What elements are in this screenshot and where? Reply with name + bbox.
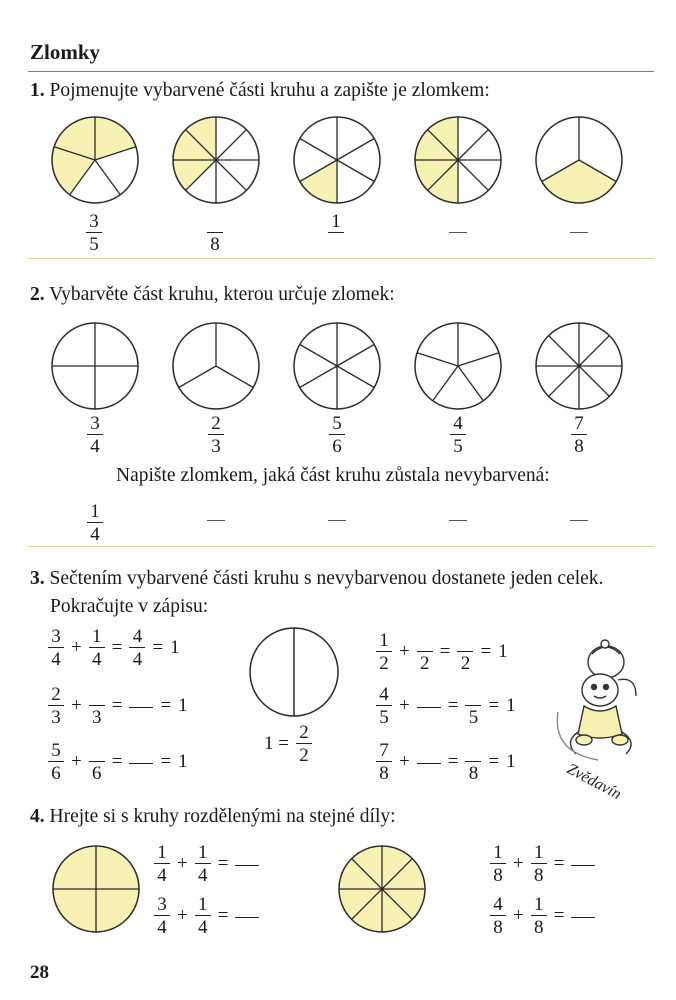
- task2-circle-5: [536, 323, 622, 409]
- mascot-label: Zvědavín: [564, 760, 624, 804]
- equals-sign: =: [152, 637, 164, 658]
- numerator: [207, 212, 223, 231]
- task4-instruction: [30, 806, 396, 828]
- denominator: 8: [210, 234, 220, 255]
- task2-fraction-4: [450, 414, 466, 456]
- numerator: 2: [211, 413, 221, 434]
- task3-number: 3.: [30, 568, 45, 589]
- equals-sign: =: [160, 695, 172, 716]
- fraction-bar: [154, 915, 170, 916]
- denominator: 5: [89, 234, 99, 255]
- numerator: 7: [574, 413, 584, 434]
- task4-eq-2: [154, 894, 259, 938]
- numerator: 5: [51, 740, 61, 761]
- title-rule: [28, 71, 654, 72]
- task2-blank-3: [328, 520, 346, 521]
- fraction-bar: [490, 915, 506, 916]
- equals-sign: =: [111, 637, 123, 658]
- plus-sign: +: [71, 695, 82, 716]
- fraction-bar: [207, 232, 223, 233]
- denominator: 5: [379, 707, 389, 728]
- task2-answer-1: [87, 502, 103, 544]
- second-fraction: [195, 895, 211, 937]
- numerator: 4: [379, 684, 389, 705]
- denominator: 4: [197, 865, 208, 886]
- plus-sign: +: [71, 751, 82, 772]
- fraction-bar: [490, 863, 506, 864]
- denominator: 8: [493, 865, 503, 886]
- fraction-bar: [154, 863, 170, 864]
- task2-instruction: [30, 284, 395, 306]
- task4-eq-1: [154, 842, 259, 886]
- answer-blank: [571, 865, 595, 866]
- task2-blank-4: [449, 520, 467, 521]
- task4-circle-quarters: [53, 846, 139, 932]
- fraction-bar: [376, 761, 392, 762]
- task1-fraction-2: [207, 212, 223, 254]
- numerator: 1: [533, 894, 544, 915]
- task2-number: 2.: [30, 284, 45, 305]
- one-whole: 1: [498, 641, 508, 662]
- first-fraction: [490, 843, 506, 885]
- equals-sign: =: [111, 751, 123, 772]
- denominator: 4: [157, 917, 167, 938]
- task1-fraction-1: [86, 212, 102, 254]
- numerator: 1: [533, 842, 544, 863]
- task4-eq-3: [490, 842, 595, 886]
- numerator: 2: [51, 684, 61, 705]
- one-whole: 1: [178, 751, 188, 772]
- fraction-bar: [89, 761, 105, 762]
- fraction-bar: [208, 434, 224, 435]
- one-whole: 1: [170, 637, 180, 658]
- plus-sign: +: [177, 905, 188, 926]
- task3-instruction: [30, 568, 603, 590]
- numerator: 4: [132, 626, 143, 647]
- denominator: 4: [132, 649, 143, 670]
- second-fraction: [531, 895, 547, 937]
- numerator: 7: [379, 740, 389, 761]
- task1-blank-4: [449, 232, 467, 233]
- denominator: 4: [90, 524, 100, 545]
- second-fraction: [531, 843, 547, 885]
- numerator: 3: [51, 626, 61, 647]
- task1-circle-2: [173, 117, 259, 203]
- denominator: 8: [493, 917, 503, 938]
- task3-whole-equation: [264, 722, 312, 766]
- plus-sign: +: [177, 853, 188, 874]
- fraction-bar: [450, 434, 466, 435]
- task2-circle-1: [52, 323, 138, 409]
- fraction-bar: [571, 434, 587, 435]
- equals-sign: =: [488, 751, 500, 772]
- whole-fraction: $\frac{2}{2}$: [296, 723, 312, 765]
- equals-sign: =: [111, 695, 123, 716]
- task1-instruction: [30, 80, 490, 102]
- denominator: 3: [51, 707, 61, 728]
- equals-sign: =: [439, 641, 451, 662]
- numerator: 5: [332, 413, 342, 434]
- fraction-bar: [329, 434, 345, 435]
- second-fraction-blank: [417, 763, 441, 764]
- denominator: 8: [533, 865, 544, 886]
- numerator: 1: [90, 501, 100, 522]
- task4-number: 4.: [30, 806, 45, 827]
- task4-circle-eighths: [339, 846, 425, 932]
- task2-text: Vybarvěte část kruhu, kterou určuje zlomek:: [49, 284, 395, 305]
- equals-sign: =: [480, 641, 492, 662]
- denominator: [328, 235, 344, 254]
- plus-sign: +: [513, 853, 524, 874]
- one-whole: 1: [178, 695, 188, 716]
- page-title: Zlomky: [30, 40, 101, 64]
- fraction-bar: [195, 915, 211, 916]
- equals-sign: =: [553, 905, 565, 926]
- task1-text: Pojmenujte vybarvené části kruhu a zapište je zlomkem:: [49, 80, 490, 101]
- fraction-bar: [48, 761, 64, 762]
- separator-2: [28, 546, 654, 547]
- fraction-bar: [531, 863, 547, 864]
- task1-fraction-3: [328, 212, 344, 254]
- denominator: 8: [533, 917, 544, 938]
- task2-circle-3: [294, 323, 380, 409]
- denominator: 6: [91, 763, 102, 784]
- denominator: 6: [332, 436, 342, 457]
- task2-subtext: Napište zlomkem, jaká část kruhu zůstala nevybarvená:: [116, 465, 550, 486]
- task3-text-1: Sečtením vybarvené části kruhu s nevybarvenou dostanete jeden celek.: [49, 568, 604, 589]
- task2-blank-5: [570, 520, 588, 521]
- task1-circles: [0, 100, 676, 300]
- numerator: 1: [331, 211, 341, 232]
- numerator: 4: [493, 894, 503, 915]
- answer-blank: [235, 865, 259, 866]
- equals-sign: =: [217, 853, 229, 874]
- plus-sign: +: [513, 905, 524, 926]
- denominator: 4: [91, 649, 102, 670]
- page-number: 28: [30, 962, 49, 983]
- one-whole: 1: [506, 751, 516, 772]
- denominator: 4: [197, 917, 208, 938]
- fraction-bar: [328, 232, 344, 233]
- numerator: 1: [197, 894, 208, 915]
- numerator: 3: [157, 894, 167, 915]
- task2-fraction-2: [208, 414, 224, 456]
- task2-fraction-5: [571, 414, 587, 456]
- task4-text: Hrejte si s kruhy rozdělenými na stejné díly:: [49, 806, 396, 827]
- numerator: 4: [453, 413, 463, 434]
- plus-sign: +: [399, 641, 410, 662]
- first-fraction: [490, 895, 506, 937]
- fraction-bar: [87, 522, 103, 523]
- denominator: 3: [91, 707, 102, 728]
- numerator: 3: [90, 413, 100, 434]
- task1-circle-3: [294, 117, 380, 203]
- denominator: 5: [453, 436, 463, 457]
- separator-1: [28, 258, 654, 259]
- first-fraction: [154, 843, 170, 885]
- denominator: 4: [157, 865, 167, 886]
- numerator: 1: [379, 630, 389, 651]
- fraction-bar: [86, 232, 102, 233]
- denominator: 4: [90, 436, 100, 457]
- equals-sign: =: [160, 751, 172, 772]
- plus-sign: +: [71, 637, 82, 658]
- denominator: 8: [468, 763, 479, 784]
- equals-sign: =: [447, 751, 459, 772]
- task1-circle-4: [415, 117, 501, 203]
- answer-blank: [235, 917, 259, 918]
- denominator: 4: [51, 649, 61, 670]
- denominator: 3: [211, 436, 221, 457]
- fraction-bar: [195, 863, 211, 864]
- plus-sign: +: [399, 695, 410, 716]
- numerator: 3: [89, 211, 99, 232]
- sum-fraction-blank: [129, 763, 153, 764]
- task1-number: 1.: [30, 80, 45, 101]
- equals-sign: =: [488, 695, 500, 716]
- denominator: 2: [460, 653, 471, 674]
- numerator: 1: [197, 842, 208, 863]
- denominator: 2: [379, 653, 389, 674]
- fraction-bar: [87, 434, 103, 435]
- denominator: 5: [468, 707, 479, 728]
- whole-label: 1 =: [264, 733, 289, 754]
- task2-blank-2: [207, 520, 225, 521]
- task2-circle-4: [415, 323, 501, 409]
- numerator: 1: [493, 842, 503, 863]
- plus-sign: +: [399, 751, 410, 772]
- task3-text-2: Pokračujte v zápisu:: [50, 596, 209, 617]
- denominator: 6: [51, 763, 61, 784]
- numerator: 1: [91, 626, 102, 647]
- denominator: 8: [574, 436, 584, 457]
- first-fraction: [154, 895, 170, 937]
- equals-sign: =: [447, 695, 459, 716]
- task1-circle-5: [536, 117, 622, 203]
- task4-eq-4: [490, 894, 595, 938]
- task2-fraction-3: [329, 414, 345, 456]
- task2-circle-2: [173, 323, 259, 409]
- equals-sign: =: [217, 905, 229, 926]
- equals-sign: =: [553, 853, 565, 874]
- numerator: 1: [157, 842, 167, 863]
- one-whole: 1: [506, 695, 516, 716]
- denominator: 8: [379, 763, 389, 784]
- denominator: 2: [419, 653, 430, 674]
- fraction-bar: [531, 915, 547, 916]
- task2-fraction-1: [87, 414, 103, 456]
- fraction-bar: [465, 761, 481, 762]
- task1-blank-5: [570, 232, 588, 233]
- task1-circle-1: [52, 117, 138, 203]
- answer-blank: [571, 917, 595, 918]
- mascot-illustration: [548, 632, 658, 804]
- second-fraction: [195, 843, 211, 885]
